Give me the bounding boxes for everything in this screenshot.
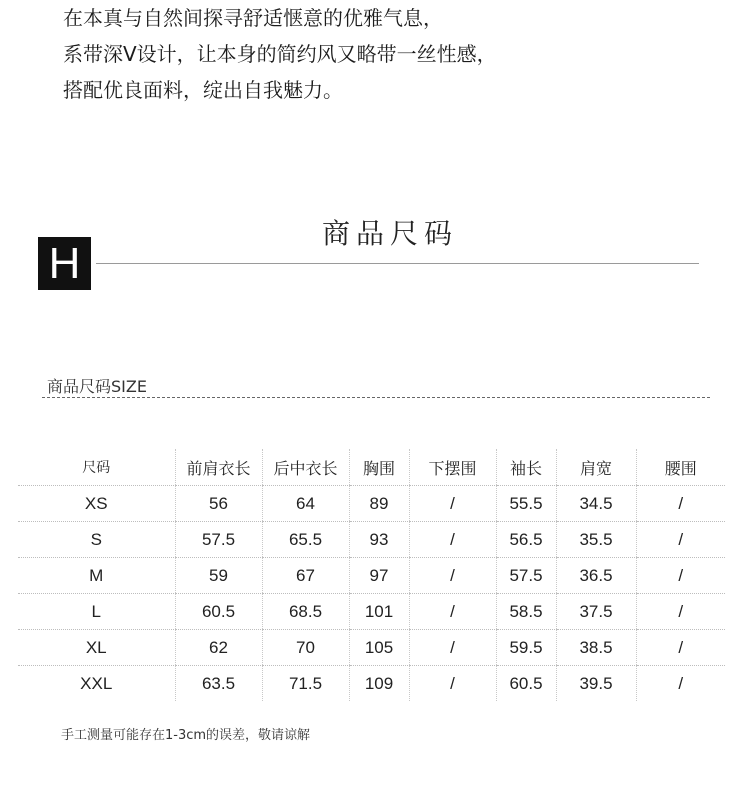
- table-row: [18, 666, 725, 702]
- table-header-row: [18, 449, 725, 486]
- table-cell: /: [636, 558, 725, 594]
- table-row: [18, 486, 725, 522]
- header-back-length: 后中衣长: [262, 449, 349, 486]
- header-shoulder: 肩宽: [556, 449, 636, 486]
- measurement-note: 手工测量可能存在1-3cm的误差，敬请谅解: [61, 728, 311, 743]
- table-cell: 56: [175, 486, 262, 522]
- table-cell: 36.5: [556, 558, 636, 594]
- table-cell: /: [409, 558, 496, 594]
- size-heading-divider: [42, 397, 710, 398]
- table-cell: 57.5: [175, 522, 262, 558]
- table-cell: 97: [349, 558, 409, 594]
- table-cell: /: [636, 666, 725, 702]
- table-cell: 38.5: [556, 630, 636, 666]
- table-cell: /: [409, 666, 496, 702]
- intro-line-2: 系带深V设计，让本身的简约风又略带一丝性感，: [63, 42, 497, 66]
- table-cell: 57.5: [496, 558, 556, 594]
- table-cell: 60.5: [175, 594, 262, 630]
- header-waist: 腰围: [636, 449, 725, 486]
- table-cell: 60.5: [496, 666, 556, 702]
- header-hem: 下摆围: [409, 449, 496, 486]
- table-cell: 63.5: [175, 666, 262, 702]
- table-cell: 35.5: [556, 522, 636, 558]
- table-cell: 34.5: [556, 486, 636, 522]
- title-divider: [96, 263, 699, 264]
- size-table: [18, 449, 725, 701]
- table-cell: 105: [349, 630, 409, 666]
- table-cell: 67: [262, 558, 349, 594]
- table-cell: 65.5: [262, 522, 349, 558]
- table-cell: /: [409, 486, 496, 522]
- table-cell: 89: [349, 486, 409, 522]
- header-front-length: 前肩衣长: [175, 449, 262, 486]
- table-cell: 56.5: [496, 522, 556, 558]
- table-row: [18, 522, 725, 558]
- table-cell: 37.5: [556, 594, 636, 630]
- table-row: [18, 594, 725, 630]
- section-title: 商品尺码: [321, 217, 458, 250]
- table-cell: 39.5: [556, 666, 636, 702]
- table-cell: 93: [349, 522, 409, 558]
- table-cell: 59.5: [496, 630, 556, 666]
- table-cell: XS: [18, 486, 175, 522]
- table-cell: /: [636, 594, 725, 630]
- table-cell: /: [409, 594, 496, 630]
- table-cell: 68.5: [262, 594, 349, 630]
- table-cell: /: [409, 630, 496, 666]
- table-cell: /: [409, 522, 496, 558]
- table-cell: 62: [175, 630, 262, 666]
- table-cell: /: [636, 486, 725, 522]
- table-cell: 109: [349, 666, 409, 702]
- table-cell: /: [636, 630, 725, 666]
- h-badge-icon: H: [38, 237, 91, 290]
- table-cell: S: [18, 522, 175, 558]
- header-bust: 胸围: [349, 449, 409, 486]
- size-heading: 商品尺码SIZE: [47, 377, 147, 396]
- table-cell: 70: [262, 630, 349, 666]
- header-size: 尺码: [18, 449, 175, 486]
- table-cell: /: [636, 522, 725, 558]
- table-cell: 71.5: [262, 666, 349, 702]
- table-cell: XL: [18, 630, 175, 666]
- table-cell: 101: [349, 594, 409, 630]
- table-cell: L: [18, 594, 175, 630]
- intro-line-1: 在本真与自然间探寻舒适惬意的优雅气息，: [63, 6, 443, 30]
- intro-text: [63, 0, 703, 108]
- table-cell: XXL: [80, 673, 113, 693]
- table-cell: M: [18, 558, 175, 594]
- table-row: [18, 558, 725, 594]
- table-cell: 58.5: [496, 594, 556, 630]
- table-row: [18, 630, 725, 666]
- table-cell: 59: [175, 558, 262, 594]
- table-cell: 64: [262, 486, 349, 522]
- table-cell: 55.5: [496, 486, 556, 522]
- header-sleeve: 袖长: [496, 449, 556, 486]
- intro-line-3: 搭配优良面料，绽出自我魅力。: [63, 78, 343, 102]
